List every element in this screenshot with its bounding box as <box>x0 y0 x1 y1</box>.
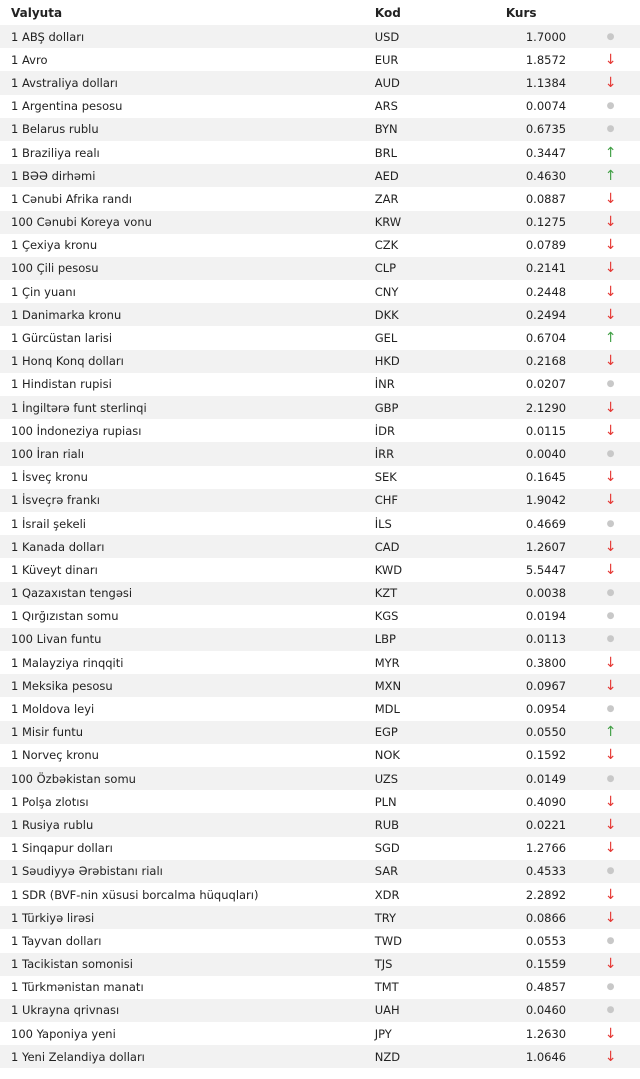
currency-code: TJS <box>374 957 393 972</box>
dot-icon: ● <box>606 448 615 459</box>
currency-code: HKD <box>374 354 400 369</box>
dot-icon: ● <box>606 866 615 877</box>
currency-name: 1 Honq Konq dolları <box>11 354 124 369</box>
currency-name: 1 Küveyt dinarı <box>11 562 98 577</box>
currency-name: 1 Səudiyyə Ərəbistanı rialı <box>11 864 163 879</box>
table-row <box>0 744 640 767</box>
currency-name: 100 Yaponiya yeni <box>11 1026 116 1041</box>
currency-rate: 1.7000 <box>525 29 567 44</box>
arrow-up-icon: ↑ <box>604 144 617 161</box>
currency-name: 1 Tayvan dolları <box>11 933 102 948</box>
currency-name: 1 Hindistan rupisi <box>11 377 112 392</box>
dot-icon: ● <box>606 31 615 42</box>
currency-code: SEK <box>374 470 397 485</box>
arrow-down-icon: ↓ <box>604 306 617 323</box>
table-row <box>0 234 640 257</box>
currency-rate: 0.2141 <box>525 261 567 276</box>
table-row <box>0 350 640 373</box>
currency-code: MDL <box>374 702 400 717</box>
currency-rate: 1.1384 <box>525 75 567 90</box>
currency-code: JPY <box>374 1026 392 1041</box>
arrow-up-icon: ↑ <box>604 167 617 184</box>
currency-code: SGD <box>374 841 400 856</box>
currency-rate: 0.0550 <box>525 725 567 740</box>
table-row <box>0 187 640 210</box>
arrow-up-icon: ↑ <box>604 330 617 347</box>
currency-name: 1 Ukrayna qrivnası <box>11 1003 120 1018</box>
currency-rate: 0.1559 <box>525 957 567 972</box>
arrow-down-icon: ↓ <box>604 74 617 91</box>
currency-rate: 0.1275 <box>525 215 567 230</box>
table-row <box>0 71 640 94</box>
currency-code: GBP <box>374 400 399 415</box>
currency-rate: 0.0789 <box>525 238 567 253</box>
currency-name: 1 Kanada dolları <box>11 539 105 554</box>
dot-icon: ● <box>606 518 615 529</box>
currency-name: 1 Qırğızıstan somu <box>11 609 119 624</box>
currency-rate: 0.0074 <box>525 99 567 114</box>
currency-rate: 2.1290 <box>525 400 567 415</box>
table-row <box>0 1045 640 1068</box>
table-row <box>0 303 640 326</box>
arrow-down-icon: ↓ <box>604 793 617 810</box>
currency-code: BRL <box>374 145 398 160</box>
arrow-down-icon: ↓ <box>604 677 617 694</box>
dot-icon: ● <box>606 588 615 599</box>
currency-code: AUD <box>374 75 400 90</box>
table-row <box>0 558 640 581</box>
currency-code: NOK <box>374 748 400 763</box>
arrow-down-icon: ↓ <box>604 1025 617 1042</box>
currency-code: AED <box>374 168 399 183</box>
currency-code: EUR <box>374 52 399 67</box>
arrow-down-icon: ↓ <box>604 840 617 857</box>
currency-rate: 0.6704 <box>525 331 567 346</box>
currency-rate: 0.0967 <box>525 678 567 693</box>
table-row <box>0 257 640 280</box>
table-row <box>0 860 640 883</box>
currency-code: DKK <box>374 307 399 322</box>
table-row <box>0 95 640 118</box>
currency-code: TMT <box>374 980 399 995</box>
arrow-down-icon: ↓ <box>604 956 617 973</box>
currency-rate: 1.2630 <box>525 1026 567 1041</box>
currency-rate: 1.2766 <box>525 841 567 856</box>
table-row <box>0 1022 640 1045</box>
table-row <box>0 164 640 187</box>
arrow-down-icon: ↓ <box>604 353 617 370</box>
table-row <box>0 813 640 836</box>
currency-code: RUB <box>374 817 400 832</box>
currency-rate: 0.1592 <box>525 748 567 763</box>
currency-name: 1 Yeni Zelandiya dolları <box>11 1049 145 1064</box>
currency-name: 1 Türkiyə lirəsi <box>11 910 95 925</box>
table-row <box>0 883 640 906</box>
dot-icon: ● <box>606 611 615 622</box>
table-row <box>0 767 640 790</box>
currency-code: SAR <box>374 864 399 879</box>
table-header <box>0 0 640 25</box>
arrow-down-icon: ↓ <box>604 654 617 671</box>
table-row <box>0 697 640 720</box>
currency-name: 1 Polşa zlotısı <box>11 794 89 809</box>
table-row <box>0 280 640 303</box>
currency-rate: 0.2448 <box>525 284 567 299</box>
table-row <box>0 466 640 489</box>
table-row <box>0 512 640 535</box>
currency-name: 1 İsrail şekeli <box>11 516 86 531</box>
currency-rate: 1.0646 <box>525 1049 567 1064</box>
table-row <box>0 674 640 697</box>
currency-code: NZD <box>374 1049 401 1064</box>
currency-name: 1 Argentina pesosu <box>11 99 123 114</box>
currency-name: 1 İsveçrə frankı <box>11 493 100 508</box>
currency-code: CZK <box>374 238 399 253</box>
currency-name: 1 Belarus rublu <box>11 122 99 137</box>
currency-code: İLS <box>374 516 392 531</box>
currency-name: 1 İngiltərə funt sterlinqi <box>11 400 147 415</box>
currency-name: 1 ABŞ dolları <box>11 29 85 44</box>
arrow-down-icon: ↓ <box>604 399 617 416</box>
arrow-down-icon: ↓ <box>604 492 617 509</box>
arrow-down-icon: ↓ <box>604 561 617 578</box>
currency-code: TRY <box>374 910 397 925</box>
currency-rate: 0.0149 <box>525 771 567 786</box>
currency-name: 100 Cənubi Koreya vonu <box>11 215 152 230</box>
table-row <box>0 535 640 558</box>
table-row <box>0 929 640 952</box>
currency-name: 1 Qazaxıstan tengəsi <box>11 586 133 601</box>
header-code: Kod <box>374 5 401 20</box>
currency-name: 1 Rusiya rublu <box>11 817 94 832</box>
table-row <box>0 953 640 976</box>
header-rate: Kurs <box>505 5 537 20</box>
arrow-up-icon: ↑ <box>604 724 617 741</box>
currency-rate: 2.2892 <box>525 887 567 902</box>
currency-rate: 0.0038 <box>525 586 567 601</box>
currency-rate: 5.5447 <box>525 562 567 577</box>
currency-name: 1 Çexiya kronu <box>11 238 98 253</box>
currency-name: 100 İndoneziya rupiası <box>11 423 142 438</box>
currency-code: CAD <box>374 539 400 554</box>
currency-name: 1 Avro <box>11 52 48 67</box>
currency-rate: 0.4630 <box>525 168 567 183</box>
currency-name: 1 Sinqapur dolları <box>11 841 113 856</box>
currency-rate: 0.6735 <box>525 122 567 137</box>
dot-icon: ● <box>606 101 615 112</box>
currency-rate: 0.4857 <box>525 980 567 995</box>
table-row <box>0 651 640 674</box>
currency-name: 1 Misir funtu <box>11 725 84 740</box>
currency-code: UZS <box>374 771 399 786</box>
currency-code: UAH <box>374 1003 400 1018</box>
table-row <box>0 442 640 465</box>
table-row <box>0 489 640 512</box>
arrow-down-icon: ↓ <box>604 538 617 555</box>
currency-rate: 0.0887 <box>525 191 567 206</box>
currency-code: CNY <box>374 284 399 299</box>
table-row <box>0 582 640 605</box>
table-body <box>0 25 640 1068</box>
arrow-down-icon: ↓ <box>604 747 617 764</box>
currency-name: 1 Moldova leyi <box>11 702 95 717</box>
table-row <box>0 118 640 141</box>
arrow-down-icon: ↓ <box>604 190 617 207</box>
currency-rate: 0.0460 <box>525 1003 567 1018</box>
table-row <box>0 211 640 234</box>
currency-rate: 0.4669 <box>525 516 567 531</box>
currency-name: 1 Norveç kronu <box>11 748 99 763</box>
dot-icon: ● <box>606 1005 615 1016</box>
currency-rate: 0.0553 <box>525 933 567 948</box>
dot-icon: ● <box>606 982 615 993</box>
currency-code: BYN <box>374 122 398 137</box>
table-row <box>0 48 640 71</box>
table-row <box>0 790 640 813</box>
currency-code: TWD <box>374 933 402 948</box>
currency-code: GEL <box>374 331 398 346</box>
table-row <box>0 721 640 744</box>
arrow-down-icon: ↓ <box>604 237 617 254</box>
table-row <box>0 976 640 999</box>
dot-icon: ● <box>606 704 615 715</box>
currency-code: USD <box>374 29 400 44</box>
currency-code: LBP <box>374 632 396 647</box>
currency-name: 1 Gürcüstan larisi <box>11 331 113 346</box>
currency-code: EGP <box>374 725 398 740</box>
currency-rate: 0.2494 <box>525 307 567 322</box>
currency-rate: 0.2168 <box>525 354 567 369</box>
currency-code: XDR <box>374 887 400 902</box>
header-currency: Valyuta <box>11 5 63 20</box>
currency-name: 1 Cənubi Afrika randı <box>11 191 132 206</box>
dot-icon: ● <box>606 124 615 135</box>
currency-code: MYR <box>374 655 400 670</box>
table-row <box>0 396 640 419</box>
currency-rate: 0.3447 <box>525 145 567 160</box>
currency-rate: 0.0113 <box>525 632 567 647</box>
currency-name: 1 Danimarka kronu <box>11 307 122 322</box>
table-row <box>0 837 640 860</box>
currency-code: İNR <box>374 377 395 392</box>
table-row <box>0 141 640 164</box>
currency-code: PLN <box>374 794 397 809</box>
arrow-down-icon: ↓ <box>604 469 617 486</box>
currency-rate: 0.4533 <box>525 864 567 879</box>
currency-rate: 1.2607 <box>525 539 567 554</box>
table-row <box>0 326 640 349</box>
currency-code: KGS <box>374 609 399 624</box>
dot-icon: ● <box>606 773 615 784</box>
currency-code: CLP <box>374 261 397 276</box>
currency-rate: 0.0207 <box>525 377 567 392</box>
currency-rate: 0.3800 <box>525 655 567 670</box>
currency-rate: 0.0040 <box>525 446 567 461</box>
currency-name: 1 SDR (BVF-nin xüsusi borcalma hüquqları) <box>11 887 259 902</box>
currency-code: KWD <box>374 562 403 577</box>
currency-code: MXN <box>374 678 402 693</box>
table-row <box>0 999 640 1022</box>
arrow-down-icon: ↓ <box>604 909 617 926</box>
currency-name: 100 Livan funtu <box>11 632 102 647</box>
currency-code: İDR <box>374 423 395 438</box>
currency-name: 100 Çili pesosu <box>11 261 99 276</box>
dot-icon: ● <box>606 379 615 390</box>
currency-rate: 0.1645 <box>525 470 567 485</box>
currency-rate: 0.0194 <box>525 609 567 624</box>
arrow-down-icon: ↓ <box>604 886 617 903</box>
currency-name: 1 Tacikistan somonisi <box>11 957 133 972</box>
currency-rate: 0.0954 <box>525 702 567 717</box>
table-row <box>0 628 640 651</box>
table-row <box>0 25 640 48</box>
arrow-down-icon: ↓ <box>604 260 617 277</box>
arrow-down-icon: ↓ <box>604 1048 617 1065</box>
currency-code: ARS <box>374 99 398 114</box>
currency-name: 1 Türkmənistan manatı <box>11 980 144 995</box>
currency-rate: 0.0115 <box>525 423 567 438</box>
currency-code: İRR <box>374 446 395 461</box>
arrow-down-icon: ↓ <box>604 51 617 68</box>
currency-code: KRW <box>374 215 402 230</box>
table-row <box>0 419 640 442</box>
table-row <box>0 373 640 396</box>
currency-name: 1 Malayziya rinqqiti <box>11 655 124 670</box>
currency-code: KZT <box>374 586 398 601</box>
table-row <box>0 906 640 929</box>
arrow-down-icon: ↓ <box>604 283 617 300</box>
currency-name: 100 İran rialı <box>11 446 85 461</box>
dot-icon: ● <box>606 634 615 645</box>
currency-rate: 0.0221 <box>525 817 567 832</box>
currency-rate: 0.4090 <box>525 794 567 809</box>
arrow-down-icon: ↓ <box>604 422 617 439</box>
currency-rate: 1.8572 <box>525 52 567 67</box>
arrow-down-icon: ↓ <box>604 214 617 231</box>
currency-name: 1 Braziliya realı <box>11 145 100 160</box>
currency-name: 1 Avstraliya dolları <box>11 75 118 90</box>
currency-rate: 1.9042 <box>525 493 567 508</box>
dot-icon: ● <box>606 935 615 946</box>
currency-name: 1 BƏƏ dirhəmi <box>11 168 96 183</box>
arrow-down-icon: ↓ <box>604 816 617 833</box>
table-row <box>0 605 640 628</box>
currency-code: ZAR <box>374 191 399 206</box>
currency-name: 1 Meksika pesosu <box>11 678 113 693</box>
currency-code: CHF <box>374 493 399 508</box>
currency-name: 1 Çin yuanı <box>11 284 76 299</box>
currency-name: 1 İsveç kronu <box>11 470 88 485</box>
currency-name: 100 Özbəkistan somu <box>11 771 136 786</box>
currency-rate: 0.0866 <box>525 910 567 925</box>
